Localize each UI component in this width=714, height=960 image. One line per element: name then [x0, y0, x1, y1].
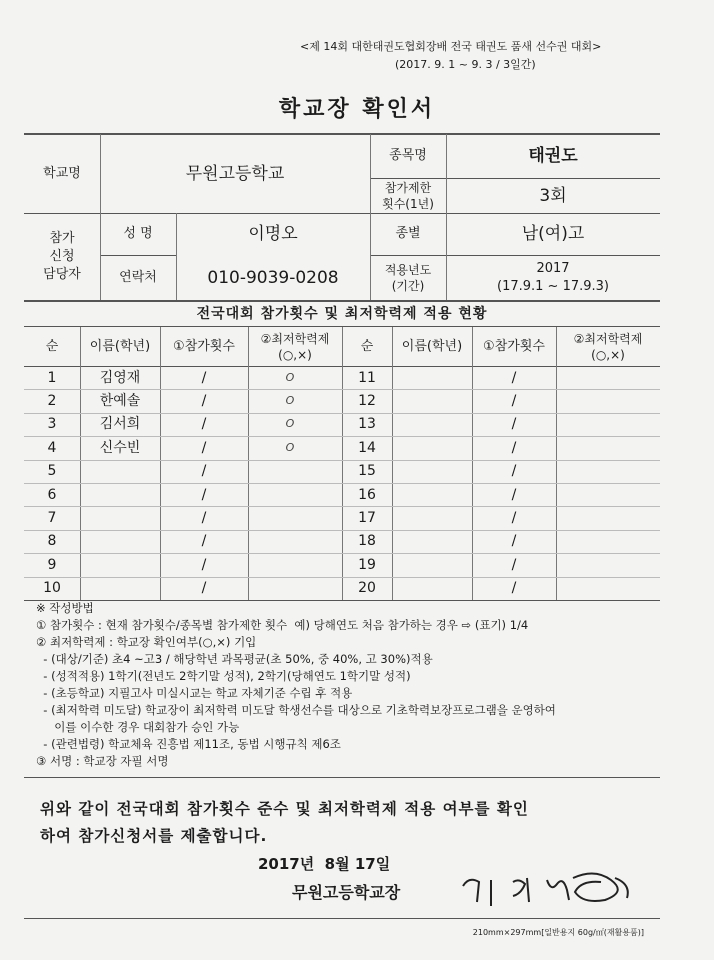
row-name [80, 506, 160, 529]
name-value: 이명오 [248, 224, 298, 244]
limit-label: 참가제한 횟수(1년) [382, 180, 434, 211]
grid-header-no: 순 [45, 338, 59, 354]
grid-header-count-2: ①참가횟수 [483, 338, 545, 354]
row-academic: O [285, 370, 295, 384]
row-count-right: / [511, 486, 517, 503]
note-line: ① 참가횟수 : 현재 참가횟수/종목별 참가제한 횟수 예) 당해연도 처음 참가하는 경우 ⇨ (표기) 1/4 [36, 618, 529, 632]
row-count-right: / [511, 556, 517, 573]
row-number: 5 [47, 463, 57, 480]
name-label: 성 명 [123, 226, 153, 241]
manager-label: 참가 신청 담당자 [43, 230, 81, 282]
row-academic [248, 577, 332, 600]
paper-spec-footer: 210mm×297mm[일반용지 60g/㎡(재활용품)] [472, 928, 644, 937]
year-label: 적용년도 (기간) [384, 262, 432, 293]
category-label: 종별 [395, 226, 421, 241]
row-name [80, 577, 160, 600]
row-number: 2 [47, 393, 57, 410]
contact-label: 연락처 [119, 269, 157, 285]
row-number: 4 [47, 439, 57, 456]
row-count: / [201, 369, 207, 386]
row-number-right: 13 [358, 416, 376, 433]
grid-header-count: ①참가횟수 [173, 338, 235, 354]
statement-line-1: 위와 같이 전국대회 참가횟수 준수 및 최저학력제 적용 여부를 확인 [40, 800, 529, 818]
row-number: 7 [47, 510, 57, 527]
writing-instructions [36, 600, 556, 770]
row-name [80, 530, 160, 553]
school-label: 학교명 [43, 165, 81, 181]
principal-title: 무원고등학교장 [292, 883, 401, 902]
row-number: 9 [47, 556, 57, 573]
row-name: 신수빈 [99, 439, 141, 456]
status-title: 전국대회 참가횟수 및 최저학력제 적용 현황 [196, 306, 488, 322]
row-count-right: / [511, 416, 517, 433]
row-academic: O [285, 417, 295, 431]
row-academic [248, 460, 332, 483]
row-number-right: 11 [358, 369, 376, 386]
row-number-right: 12 [358, 393, 376, 410]
row-number-right: 16 [358, 486, 376, 503]
row-count-right: / [511, 439, 517, 456]
row-academic [248, 530, 332, 553]
limit-value: 3회 [539, 185, 567, 206]
principal-signature [455, 862, 655, 912]
grid-header-name-2: 이름(학년) [401, 338, 463, 354]
statement-line-2: 하여 참가신청서를 제출합니다. [40, 827, 268, 845]
row-number: 10 [43, 580, 61, 597]
event-period: (2017. 9. 1 ~ 9. 3 / 3일간) [395, 58, 536, 71]
grid-header-academic-2: ②최저학력제 (○,×) [573, 331, 643, 362]
note-line: - (최저학력 미도달) 학교장이 최저학력 미도달 학생선수를 대상으로 기초학력보장프로그램을 운영하여 [36, 703, 556, 717]
row-academic [248, 553, 332, 576]
note-line: ③ 서명 : 학교장 자필 서명 [36, 754, 169, 768]
note-line: - (성적적용) 1학기(전년도 2학기말 성적), 2학기(당해연도 1학기말 성적) [36, 669, 411, 683]
row-count-right: / [511, 393, 517, 410]
note-line: ※ 작성방법 [36, 601, 94, 615]
grid-header-no-2: 순 [360, 338, 374, 354]
notes-divider [24, 777, 660, 778]
row-count-right: / [511, 533, 517, 550]
row-academic [248, 483, 332, 506]
row-number-right: 20 [358, 580, 376, 597]
row-name [80, 460, 160, 483]
category-value: 남(여)고 [521, 224, 585, 244]
row-academic: O [285, 394, 295, 408]
row-count: / [201, 510, 207, 527]
row-count: / [201, 580, 207, 597]
row-academic [248, 506, 332, 529]
row-count: / [201, 533, 207, 550]
row-number: 8 [47, 533, 57, 550]
row-number-right: 14 [358, 439, 376, 456]
row-count: / [201, 416, 207, 433]
row-number-right: 18 [358, 533, 376, 550]
contact-value: 010-9039-0208 [207, 267, 339, 288]
school-value: 무원고등학교 [185, 163, 285, 184]
row-count: / [201, 556, 207, 573]
note-line: ② 최저학력제 : 학교장 확인여부(○,×) 기입 [36, 635, 257, 649]
event-title: <제 14회 대한태권도협회장배 전국 태권도 품새 선수권 대회> [300, 40, 602, 53]
note-line: - (초등학교) 지필고사 미실시교는 학교 자체기준 수립 후 적용 [36, 686, 353, 700]
signature-icon [455, 862, 655, 912]
grid-col-7 [556, 327, 557, 600]
row-count-right: / [511, 369, 517, 386]
footer-divider [24, 918, 660, 919]
row-number-right: 15 [358, 463, 376, 480]
row-number: 6 [47, 486, 57, 503]
grid-header-academic: ②최저학력제 (○,×) [260, 331, 330, 362]
row-name [80, 553, 160, 576]
event-value: 태권도 [528, 146, 578, 166]
row-number: 3 [47, 416, 57, 433]
row-count: / [201, 463, 207, 480]
year-value: 2017 (17.9.1 ~ 17.9.3) [497, 260, 609, 294]
row-count: / [201, 486, 207, 503]
row-name: 김영재 [99, 369, 141, 386]
event-label: 종목명 [389, 148, 427, 163]
row-number: 1 [47, 369, 57, 386]
row-name [80, 483, 160, 506]
row-count-right: / [511, 463, 517, 480]
note-line: - (관련법령) 학교체육 진흥법 제11조, 동법 시행규칙 제6조 [36, 737, 341, 751]
submission-date: 2017년 8월 17일 [258, 855, 391, 873]
note-line: 이를 이수한 경우 대회참가 승인 가능 [36, 720, 240, 734]
row-name: 김서희 [99, 416, 141, 433]
row-number-right: 19 [358, 556, 376, 573]
grid-header-name: 이름(학년) [89, 338, 151, 354]
grid-col-5 [392, 327, 393, 600]
row-count-right: / [511, 580, 517, 597]
row-name: 한예솔 [99, 393, 141, 410]
row-count-right: / [511, 510, 517, 527]
note-line: - (대상/기준) 초4 ~고3 / 해당학년 과목평균(초 50%, 중 40%, 고 30%)적용 [36, 652, 433, 666]
row-count: / [201, 393, 207, 410]
row-number-right: 17 [358, 510, 376, 527]
row-academic: O [285, 440, 295, 454]
page-title: 학교장 확인서 [278, 97, 436, 122]
row-count: / [201, 439, 207, 456]
